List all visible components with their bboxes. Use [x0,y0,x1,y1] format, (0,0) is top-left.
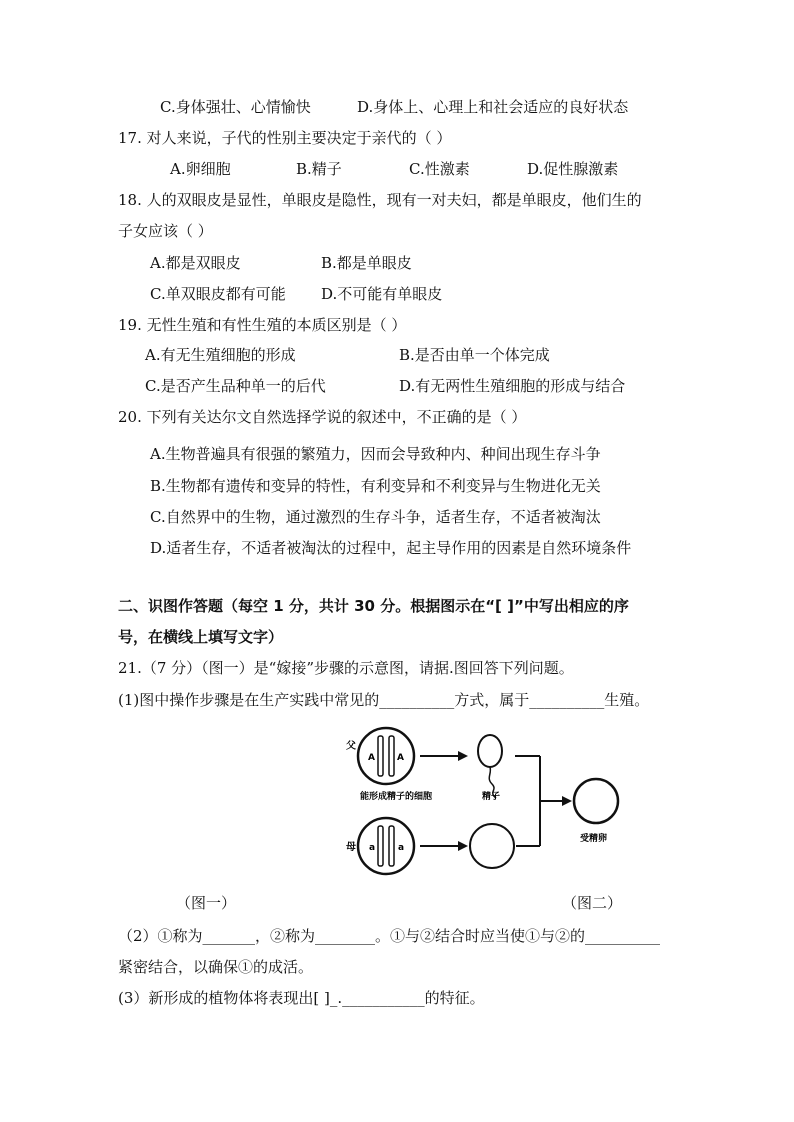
q19-option-b: B.是否由单一个体完成 [399,346,550,364]
q18-stem-line1: 18. 人的双眼皮是显性，单眼皮是隐性，现有一对夫妇，都是单眼皮，他们生的 [118,191,642,209]
q18-option-d: D.不可能有单眼皮 [321,285,443,303]
q21-part1: (1)图中操作步骤是在生产实践中常见的__________方式，属于__________生殖。 [118,691,650,709]
q20-option-c: C.自然界中的生物，通过激烈的生存斗争，适者生存，不适者被淘汰 [150,508,601,526]
q17-option-b: B.精子 [296,160,342,178]
q18-option-c: C.单双眼皮都有可能 [150,285,286,303]
mother-cell [358,818,414,874]
q17-option-c: C.性激素 [409,160,470,178]
sperm-label: 精子 [482,792,501,802]
section2-heading-line1: 二、识图作答题（每空 1 分，共计 30 分。根据图示在“[ ]”中写出相应的序 [118,597,629,615]
q19-option-c: C.是否产生品种单一的后代 [145,377,326,395]
q18-stem-line2: 子女应该（ ） [118,222,213,240]
cell-label: 能形成精子的细胞 [360,792,433,802]
section2-heading-line2: 号，在横线上填写文字） [118,628,284,646]
q21-part2-line2: 紧密结合，以确保①的成活。 [118,958,314,976]
zygote-label: 受精卵 [580,834,608,844]
mother-allele-left: a [369,843,376,853]
q17-stem: 17. 对人来说，子代的性别主要决定于亲代的（ ） [118,129,452,147]
q20-stem: 20. 下列有关达尔文自然选择学说的叙述中，不正确的是（ ） [118,408,527,426]
q19-option-d: D.有无两性生殖细胞的形成与结合 [399,377,626,395]
sperm-head [478,735,502,767]
arrow-head [458,751,468,761]
q17-option-d: D.促性腺激素 [527,160,619,178]
mother-allele-right: a [398,843,405,853]
q20-option-d: D.适者生存，不适者被淘汰的过程中，起主导作用的因素是自然环境条件 [150,539,632,557]
father-allele-left: A [368,753,375,763]
father-chromosome-right [389,736,394,776]
father-cell [358,728,414,784]
father-label: 父 [346,741,356,752]
figure2-caption: （图二） [562,894,623,912]
q16-option-c: C.身体强壮、心情愉快 [160,98,311,116]
father-allele-right: A [397,753,404,763]
figure1-caption: （图一） [176,894,237,912]
q17-option-a: A.卵细胞 [170,160,231,178]
egg-cell [470,824,514,868]
mother-chromosome-left [378,826,383,866]
q18-option-b: B.都是单眼皮 [321,254,412,272]
q21-part3: (3）新形成的植物体将表现出[ ]_.___________的特征。 [118,989,485,1007]
q19-stem: 19. 无性生殖和有性生殖的本质区别是（ ） [118,316,407,334]
zygote [574,779,618,823]
mother-chromosome-right [389,826,394,866]
q20-option-b: B.生物都有遗传和变异的特性，有利变异和不利变异与生物进化无关 [150,477,601,495]
mother-label: 母 [346,842,356,853]
fertilization-diagram [340,716,620,886]
q21-part2-line1: （2）①称为_______，②称为________。①与②结合时应当使①与②的__________ [118,927,661,945]
q18-option-a: A.都是双眼皮 [150,254,241,272]
father-chromosome-left [378,736,383,776]
q21-stem: 21.（7 分）（图一）是“嫁接”步骤的示意图，请据.图回答下列问题。 [118,659,574,677]
q20-option-a: A.生物普遍具有很强的繁殖力，因而会导致种内、种间出现生存斗争 [150,445,601,463]
q16-option-d: D.身体上、心理上和社会适应的良好状态 [357,98,629,116]
q19-option-a: A.有无生殖细胞的形成 [145,346,296,364]
